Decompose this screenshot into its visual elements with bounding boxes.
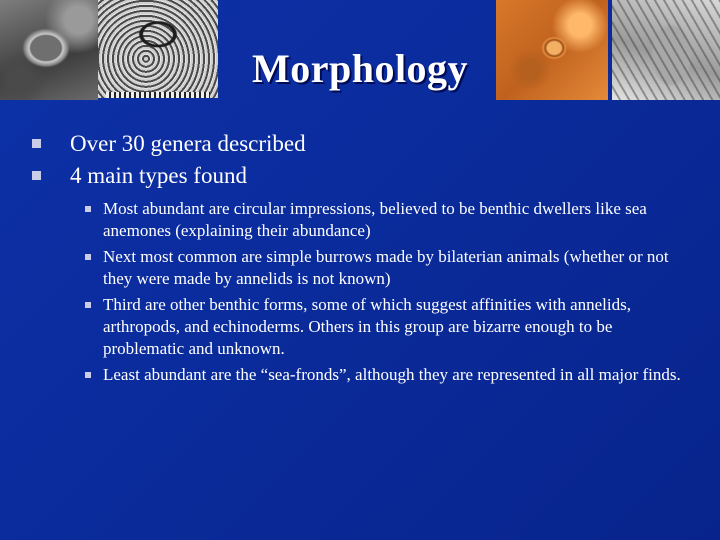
sub-bullet-text: Least abundant are the “sea-fronds”, although they are represented in all major finds. (103, 365, 681, 384)
square-bullet-icon (32, 139, 41, 148)
bullet-text: 4 main types found (70, 163, 247, 188)
slide-title: Morphology (251, 46, 469, 91)
square-bullet-icon (85, 206, 91, 212)
bullet-item (28, 128, 698, 160)
square-bullet-icon (32, 171, 41, 180)
sub-bullet-text: Next most common are simple burrows made by bilaterian animals (whether or not they were made by annelids is not known) (103, 247, 669, 288)
slide-content (28, 128, 698, 390)
square-bullet-icon (85, 302, 91, 308)
sub-bullet-item (103, 294, 698, 360)
sub-bullet-item (103, 246, 698, 290)
sub-bullet-text: Third are other benthic forms, some of which suggest affinities with annelids, arthropods, and echinoderms. Others in this group are bizarre enough to be problematic and unknown. (103, 295, 631, 358)
sub-bullet-item (103, 198, 698, 242)
sub-bullet-item (103, 364, 698, 386)
square-bullet-icon (85, 372, 91, 378)
bullet-item (28, 160, 698, 192)
sub-bullet-list (28, 198, 698, 386)
sub-bullet-text: Most abundant are circular impressions, believed to be benthic dwellers like sea anemones (explaining their abundance) (103, 199, 647, 240)
square-bullet-icon (85, 254, 91, 260)
scale-bar (106, 92, 210, 98)
bullet-text: Over 30 genera described (70, 131, 306, 156)
